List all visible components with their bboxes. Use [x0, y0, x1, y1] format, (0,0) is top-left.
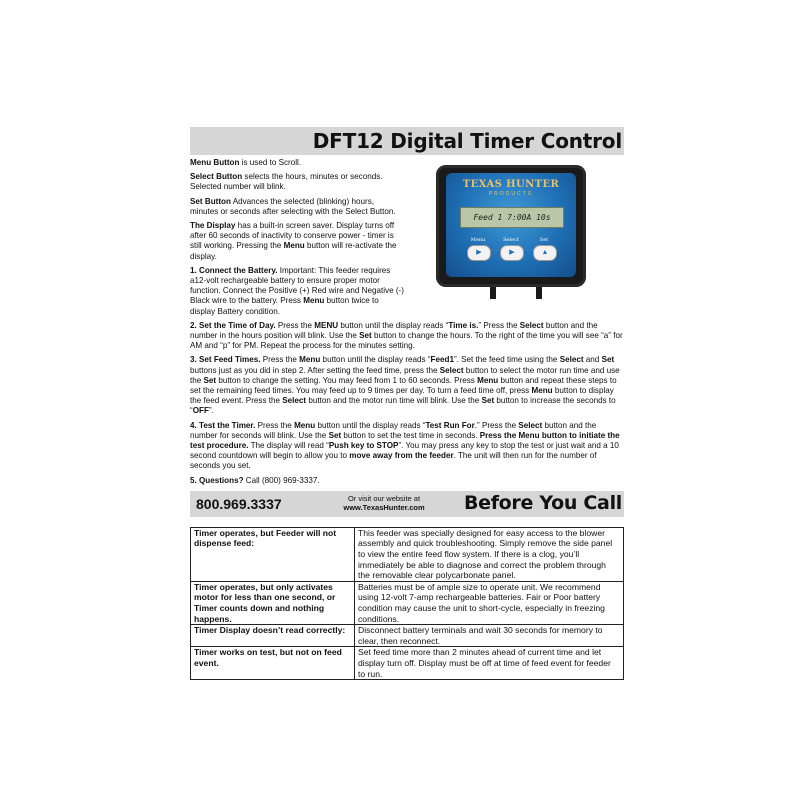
step-term: MENU [314, 320, 339, 330]
button-descriptions [190, 158, 404, 262]
step-term: Feed1 [430, 355, 454, 365]
step-5 [190, 476, 624, 486]
step-text: The display will read “ [248, 441, 329, 451]
step-term: Set [203, 375, 217, 385]
step-term: Select [559, 355, 584, 365]
step-text: Press the [255, 420, 295, 430]
step-term: Select [282, 396, 307, 406]
website-note-line1: Or visit our website at [347, 493, 421, 503]
title-bar [190, 127, 624, 155]
step-term: Select [519, 320, 544, 330]
problem-cell: Timer operates, but Feeder will not dispense feed: [191, 527, 355, 581]
device-menu-button-icon: ▶ [467, 245, 491, 261]
device-housing [436, 165, 586, 287]
step-text: ” Press the [478, 320, 520, 330]
desc: selects the hours, minutes or seconds. Selected number will blink. [190, 172, 383, 192]
desc: is used to Scroll. [239, 158, 302, 167]
step-text: button and the motor run time will blink. Use the [306, 396, 482, 406]
website-link[interactable]: www.TexasHunter.com [343, 502, 425, 512]
desc: has a built-in screen saver. Display turns off after 60 seconds of inactivity to conserve power - timer is still working. Pressing the [190, 221, 395, 251]
step-term: move away from the feeder [349, 451, 454, 461]
step-heading: 5. Questions? [190, 475, 244, 485]
step-2 [190, 321, 624, 352]
step-text: button until the display reads “ [338, 320, 449, 330]
device-faceplate [446, 173, 576, 277]
step-text: button to change the hours. To the right of the time you will see “a” for AM and “p” for PM. Repeat the process for the minutes setting. [190, 331, 623, 351]
device-set-label: Set [539, 237, 549, 243]
step-heading: 3. Set Feed Times. [190, 355, 261, 365]
display-desc [190, 221, 404, 262]
step-text: ”. [208, 406, 214, 416]
step-text: . The unit will then run for the number of seconds you set. [190, 451, 597, 471]
step-heading: 1. Connect the Battery. [190, 265, 278, 275]
step-term: Menu [531, 386, 553, 396]
set-button-desc [190, 197, 404, 217]
step-term: Set [481, 396, 495, 406]
page-title: DFT12 Digital Timer Control [312, 129, 622, 153]
step-text: button to change the setting. You may feed from 1 to 60 seconds. Press [216, 375, 478, 385]
step-text: button and repeat these steps to set the remaining feed times. You may feed up to 9 times per day. To turn a feed time off, press [190, 375, 617, 396]
step-text: button to increase the seconds to “ [190, 396, 616, 416]
table-row [191, 527, 624, 581]
device-lcd-screen: Feed 1 7:00A 10s [460, 207, 564, 228]
device-menu-label: Menu [470, 237, 486, 243]
table-row [191, 625, 624, 647]
step-term: Set [328, 430, 342, 440]
troubleshooting-table [190, 527, 624, 680]
device-cable-right [536, 287, 542, 299]
step-heading: 4. Test the Timer. [190, 420, 256, 430]
menu-button-desc [190, 158, 404, 168]
step-term: Select [439, 365, 464, 375]
device-cable-left [490, 287, 496, 299]
step-term: Set [359, 331, 372, 341]
step-text: button to select the motor run time and use the [190, 365, 620, 385]
desc: button will re-activate the display. [190, 241, 397, 261]
solution-cell: This feeder was specially designed for easy access to the blower assembly and quick troubleshooting. Simply remove the side panel to view the entire feed flow system. If there is a clog, you’ll immediately be able to diagnose and correct the problem through the removable clear polycarbonate panel. [355, 527, 624, 581]
step-1-wrap [190, 266, 404, 317]
timer-device-image [428, 159, 604, 302]
step-text: .” Press the [474, 420, 519, 430]
before-you-call-heading: Before You Call [463, 491, 622, 514]
term: Menu [283, 241, 305, 251]
select-button-desc [190, 172, 404, 192]
step-text: ”. Set the feed time using the [453, 355, 560, 365]
instruction-sheet [190, 127, 624, 680]
problem-cell: Timer works on test, but not on feed event. [191, 647, 355, 680]
step-4 [190, 421, 624, 472]
step-term: Select [518, 420, 543, 430]
step-3 [190, 355, 624, 416]
website-note [334, 494, 434, 512]
device-logo-sub: PRODUCTS [488, 191, 534, 197]
step-term: Menu [299, 355, 321, 365]
solution-cell: Disconnect battery terminals and wait 30 seconds for memory to clear, then reconnect. [355, 625, 624, 647]
solution-cell: Set feed time more than 2 minutes ahead of current time and let display turn off. Display must be off at time of feed event for feeder to run. [355, 647, 624, 680]
device-set-button-icon: ▲ [533, 245, 557, 261]
term: Set Button [190, 196, 231, 206]
contact-bar [190, 491, 624, 517]
term: Select Button [190, 172, 243, 182]
step-text: button to set the test time in seconds. [341, 430, 480, 440]
step-term: Time is. [448, 320, 479, 330]
step-term: Push key to STOP [328, 441, 399, 451]
step-text: button and the number in the hours position will blink. Use the [190, 320, 598, 341]
step-text: Important: This feeder requires a12-volt rechargeable battery to ensure proper motor function. Connect the Positive (+) Red wire and Negative (-) Black wire to the battery. Press [190, 265, 404, 306]
table-row [191, 647, 624, 680]
table-row [191, 581, 624, 624]
step-term: Press the Menu button to initiate the test procedure. [190, 430, 620, 451]
step-term: OFF [192, 406, 209, 416]
step-term: Menu [303, 296, 325, 306]
step-text: button until the display reads “ [315, 420, 426, 430]
device-select-label: Select [503, 237, 519, 243]
step-term: Test Run For [425, 420, 475, 430]
term: The Display [190, 221, 236, 231]
problem-cell: Timer operates, but only activates motor for less than one second, or Timer counts down and nothing happens. [191, 581, 355, 624]
problem-cell: Timer Display doesn’t read correctly: [191, 625, 355, 647]
step-term: Menu [294, 420, 316, 430]
step-term: Menu [477, 375, 499, 385]
step-term: Set [601, 355, 615, 365]
step-text: and [583, 355, 602, 365]
step-text: Call (800) 969-3337. [243, 475, 320, 485]
step-heading: 2. Set the Time of Day. [190, 320, 276, 330]
desc: Advances the selected (blinking) hours, minutes or seconds after selecting with the Select Button. [190, 196, 396, 216]
step-text: Press the [275, 320, 315, 330]
device-select-button-icon: ▶ [500, 245, 524, 261]
step-text: buttons just as you did in step 2. After setting the feed time, press the [190, 365, 440, 375]
step-text: Press the [260, 355, 300, 365]
term: Menu Button [190, 158, 240, 167]
step-text: button until the display reads “ [320, 355, 431, 365]
solution-cell: Batteries must be of ample size to operate unit. We recommend using 12-volt 7-amp rechargeable batteries. Fair or Poor battery condition may cause the unit to short-cycle, especially in freezing conditions. [355, 581, 624, 624]
phone-number: 800.969.3337 [196, 495, 282, 512]
step-text: ”. You may press any key to stop the test or just wait and a 10 second countdown will begin to allow you to [190, 441, 619, 461]
step-text: button twice to display Battery condition. [190, 296, 379, 316]
step-text: button to display the feed event. Press the [190, 386, 614, 406]
step-text: button and the number for seconds will blink. Use the [190, 420, 597, 440]
device-logo: TEXAS HUNTER [462, 179, 560, 190]
